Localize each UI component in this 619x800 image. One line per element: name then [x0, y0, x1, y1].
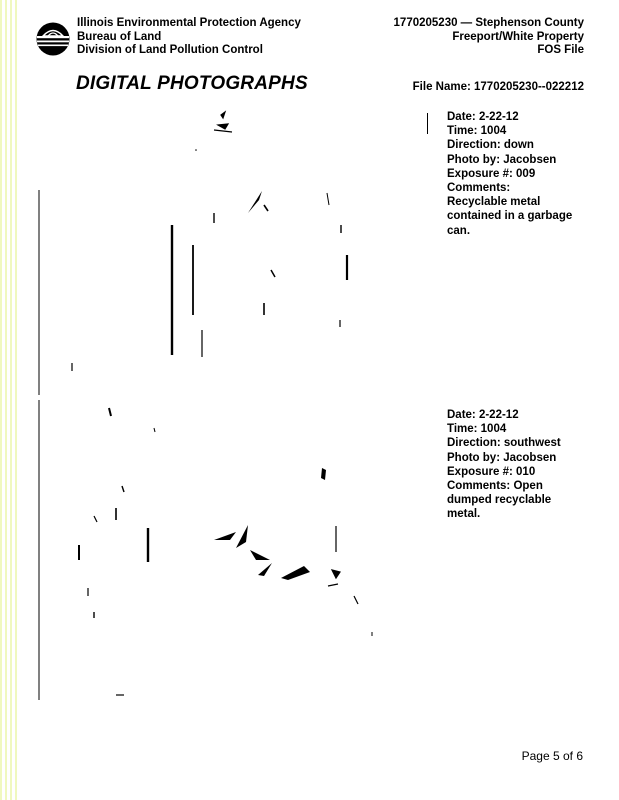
photo-2 [36, 400, 426, 700]
photo-2-comments: dumped recyclable metal. [447, 494, 552, 521]
caption-marker-line [427, 113, 428, 134]
photo-2-caption [447, 408, 587, 522]
photo-2-photographer: Photo by: Jacobsen [447, 451, 557, 464]
site-file: FOS File [537, 44, 584, 56]
photo-1-photographer: Photo by: Jacobsen [447, 153, 557, 166]
photo-1-comments-label: Comments: [447, 182, 511, 195]
site-id-county: 1770205230 — Stephenson County [393, 17, 584, 29]
page-number: Page 5 of 6 [521, 749, 583, 763]
photo-2-direction: Direction: southwest [447, 437, 561, 450]
site-block [394, 17, 584, 58]
photo-1 [36, 105, 426, 395]
agency-logo [34, 21, 72, 57]
photo-2-date: Date: 2-22-12 [447, 409, 519, 421]
photo-1-comments: Recyclable metal contained in a garbage can. [447, 196, 573, 237]
photo-2-time: Time: 1004 [447, 423, 507, 436]
bureau-name: Bureau of Land [77, 30, 162, 43]
photo-2-image [36, 400, 426, 700]
photo-1-time: Time: 1004 [447, 125, 507, 138]
site-property: Freeport/White Property [452, 30, 584, 43]
photo-1-caption [447, 110, 587, 238]
scan-edge-strip [0, 0, 18, 800]
photo-2-comments-label: Comments: Open [447, 480, 543, 493]
photo-1-date: Date: 2-22-12 [447, 111, 519, 123]
photo-1-exposure: Exposure #: 009 [447, 167, 536, 180]
photo-2-exposure: Exposure #: 010 [447, 465, 536, 478]
illinois-epa-logo-icon [34, 21, 72, 57]
agency-name: Illinois Environmental Protection Agency [77, 17, 301, 29]
file-name: File Name: 1770205230--022212 [412, 81, 584, 93]
division-name: Division of Land Pollution Control [77, 44, 263, 56]
photo-1-image [36, 105, 426, 395]
agency-block [77, 17, 301, 58]
photo-1-direction: Direction: down [447, 139, 534, 152]
page-title: DIGITAL PHOTOGRAPHS [76, 73, 308, 94]
